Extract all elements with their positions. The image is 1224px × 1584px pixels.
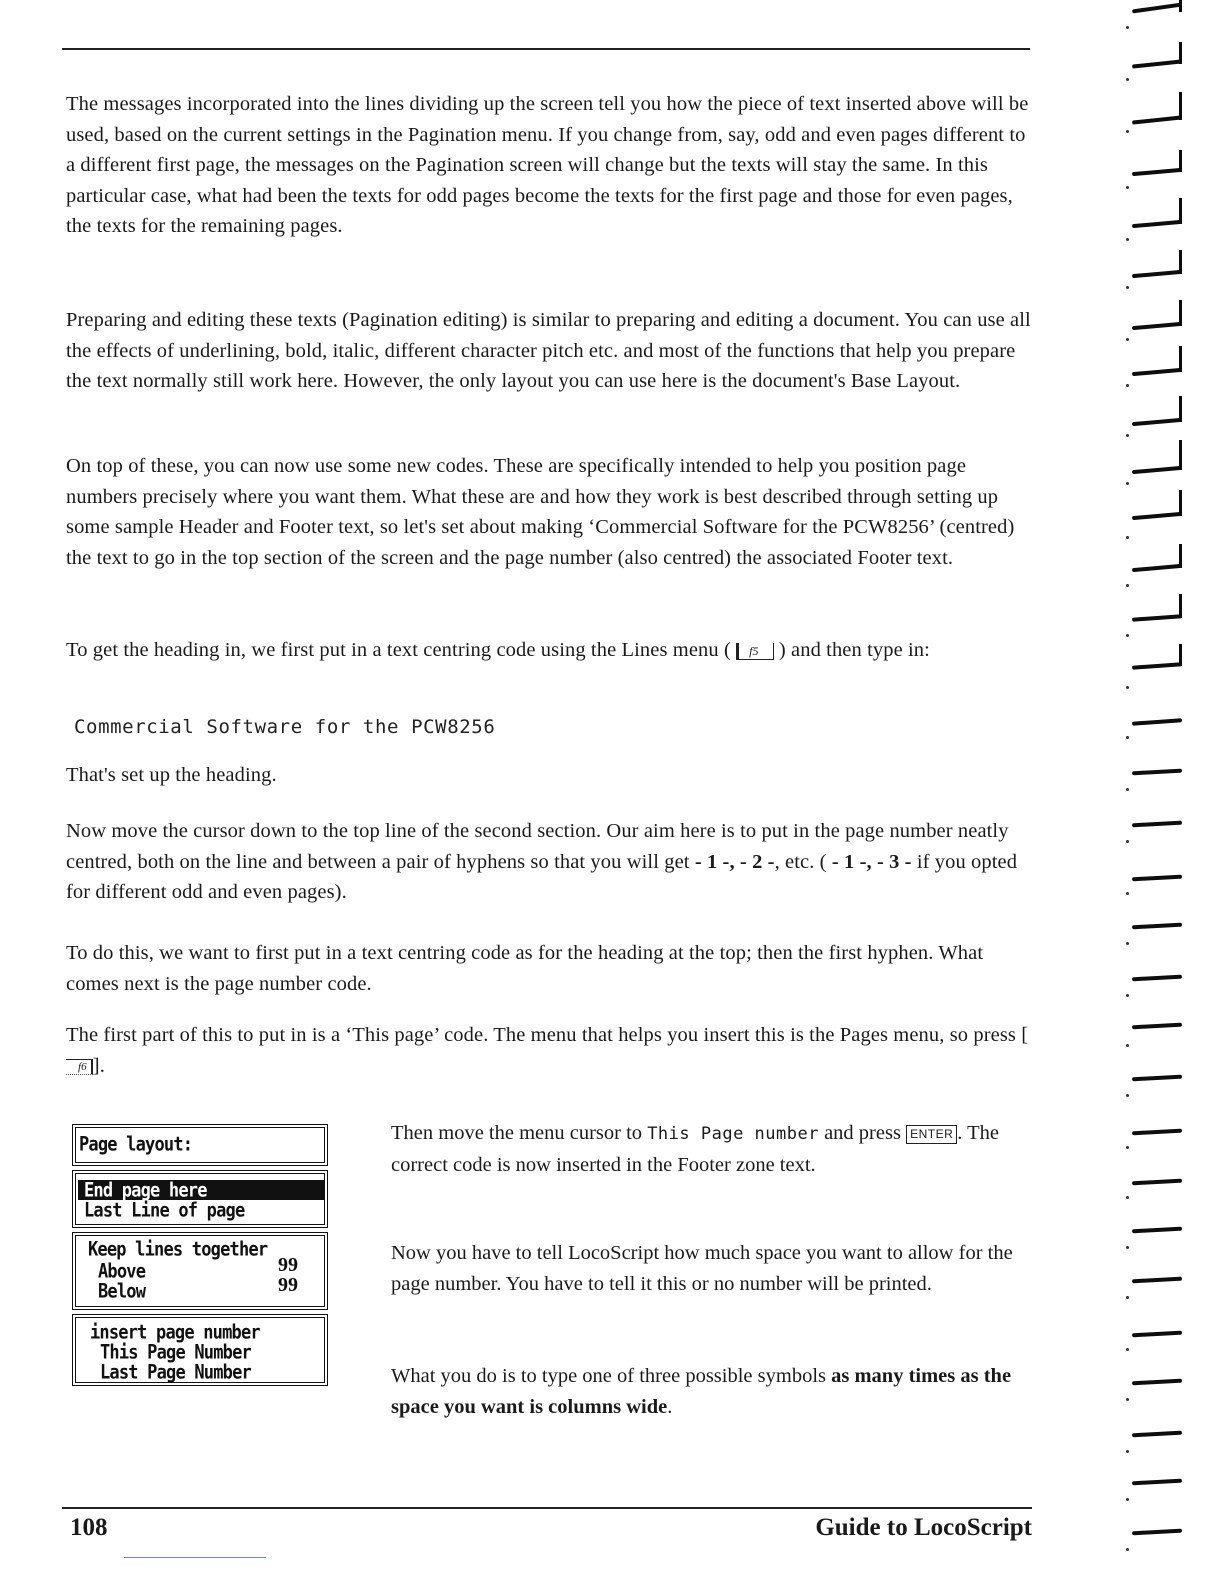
binding-dot <box>1126 1146 1129 1149</box>
paragraph-cursor-text-end: if you opted for different odd and even pages). <box>66 850 1018 903</box>
binding-mark <box>1179 644 1182 666</box>
binding-mark <box>1132 614 1182 621</box>
binding-dot <box>1126 1398 1129 1401</box>
binding-mark <box>1179 92 1182 120</box>
binding-edge <box>1110 0 1224 1584</box>
binding-dot <box>1126 892 1129 895</box>
paragraph-cursor-move <box>66 816 1032 908</box>
binding-mark <box>1132 59 1182 68</box>
menu-heading-keep-lines: Keep lines together <box>88 1238 268 1261</box>
menu-item-end-page-here[interactable]: End page here <box>84 1179 207 1202</box>
paragraph-heading-text-start: To get the heading in, we first put in a text centring code using the Lines menu ( <box>66 639 731 661</box>
book-title: Guide to LocoScript <box>815 1514 1032 1541</box>
paragraph-heading-instructions <box>66 635 1032 666</box>
binding-mark <box>1179 544 1182 568</box>
binding-mark <box>1179 440 1182 470</box>
enter-key: ENTER <box>906 1125 957 1144</box>
binding-mark <box>1132 975 1182 982</box>
example-odd-numbers: - 1 -, - 3 - <box>831 850 912 873</box>
binding-mark <box>1132 1529 1182 1536</box>
binding-mark <box>1132 3 1182 14</box>
paragraph-pages-menu <box>66 1020 1032 1081</box>
binding-mark <box>1132 564 1182 572</box>
scan-artifact-line <box>124 1557 266 1558</box>
binding-mark <box>1132 322 1182 330</box>
binding-mark <box>1179 198 1182 224</box>
binding-mark <box>1132 168 1182 176</box>
binding-dot <box>1126 536 1129 539</box>
menu-item-last-line[interactable]: Last Line of page <box>84 1199 245 1222</box>
binding-mark <box>1179 346 1182 372</box>
binding-dot <box>1126 994 1129 997</box>
binding-mark <box>1179 594 1182 618</box>
binding-dot <box>1126 736 1129 739</box>
binding-mark <box>1132 662 1182 669</box>
menu-title: Page layout: <box>79 1133 193 1156</box>
binding-dot <box>1126 78 1129 81</box>
menu-heading-insert-number: insert page number <box>90 1321 260 1344</box>
binding-dot <box>1126 1450 1129 1453</box>
paragraph-menu-text-end: . The correct code is now inserted in the Footer zone text. <box>391 1122 999 1176</box>
binding-dot <box>1126 942 1129 945</box>
binding-dot <box>1126 186 1129 189</box>
below-value: 99 <box>278 1274 298 1296</box>
binding-mark <box>1132 1075 1182 1082</box>
binding-dot <box>1126 1246 1129 1249</box>
paragraph-heading-done: That's set up the heading. <box>66 764 277 786</box>
binding-dot <box>1126 338 1129 341</box>
binding-mark <box>1132 1129 1182 1136</box>
binding-dot <box>1126 130 1129 133</box>
binding-mark <box>1132 270 1182 278</box>
binding-dot <box>1126 434 1129 437</box>
paragraph-menu-cursor <box>391 1118 1041 1181</box>
paragraph-cursor-text-mid: , etc. ( <box>774 850 827 873</box>
binding-dot <box>1126 1348 1129 1351</box>
binding-mark <box>1132 718 1182 725</box>
binding-mark <box>1179 250 1182 274</box>
binding-mark <box>1132 115 1182 124</box>
this-page-number-label: This Page number <box>647 1124 819 1144</box>
binding-dot <box>1126 286 1129 289</box>
binding-dot <box>1126 1196 1129 1199</box>
binding-mark <box>1132 1023 1182 1030</box>
menu-item-below[interactable]: Below <box>98 1280 146 1303</box>
binding-mark <box>1132 1227 1182 1234</box>
paragraph-symbols-text-end: . <box>667 1396 673 1418</box>
paragraph-heading-text-end: ) and then type in: <box>778 639 930 661</box>
binding-dot <box>1126 238 1129 241</box>
binding-dot <box>1126 840 1129 843</box>
binding-dot <box>1126 686 1129 689</box>
page-number: 108 <box>70 1514 108 1541</box>
binding-mark <box>1132 1379 1182 1386</box>
paragraph-menu-text-start: Then move the menu cursor to <box>391 1122 643 1144</box>
binding-dot <box>1126 1498 1129 1501</box>
code-line-heading: Commercial Software for the PCW8256 <box>74 716 496 738</box>
paragraph-pagination-messages: The messages incorporated into the lines dividing up the screen tell you how the piece of text inserted above will be used, based on the current settings in the Pagination menu. If you change from, say, odd and even pages different to a different first page, the messages on the Pagination screen will change but the texts will stay the same. In this particular case, what had been the texts for odd pages become the texts for the first page and those for even pages, the texts for the remaining pages. <box>66 93 1029 237</box>
binding-mark <box>1132 220 1182 228</box>
menu-item-last-page-number[interactable]: Last Page Number <box>100 1361 251 1384</box>
binding-mark <box>1179 490 1182 516</box>
binding-dot <box>1126 634 1129 637</box>
binding-mark <box>1179 300 1182 326</box>
binding-mark <box>1132 1479 1182 1486</box>
binding-mark <box>1179 0 1182 12</box>
paragraph-cursor-text-start: Now move the cursor down to the top line of the second section. Our aim here is to put in the page number neatly centred, both on the line and between a pair of hyphens so that you will get <box>66 820 1009 873</box>
binding-mark <box>1132 368 1182 376</box>
binding-dot <box>1126 26 1129 29</box>
binding-mark <box>1132 1277 1182 1284</box>
binding-mark <box>1132 821 1182 828</box>
bottom-rule <box>62 1507 1032 1509</box>
binding-dot <box>1126 1094 1129 1097</box>
binding-dot <box>1126 384 1129 387</box>
example-hyphen-numbers: - 1 -, - 2 - <box>694 850 775 873</box>
binding-dot <box>1126 1548 1129 1551</box>
f5-key: f5 <box>736 643 774 660</box>
binding-mark <box>1179 150 1182 172</box>
paragraph-symbols <box>391 1361 1041 1423</box>
menu-item-this-page-number[interactable]: This Page Number <box>100 1341 251 1364</box>
paragraph-space-needed: Now you have to tell LocoScript how much space you want to allow for the page number. You have to tell it this or no number will be printed. <box>391 1242 1013 1295</box>
paragraph-pages-text-end: ]. <box>92 1054 105 1077</box>
paragraph-pages-text-start: The first part of this to put in is a ‘This page’ code. The menu that helps you insert this is the Pages menu, so press [ <box>66 1024 1029 1046</box>
above-value: 99 <box>278 1254 298 1276</box>
paragraph-symbols-text-start: What you do is to type one of three possible symbols <box>391 1365 832 1387</box>
binding-mark <box>1132 1179 1182 1186</box>
binding-mark <box>1179 396 1182 422</box>
binding-mark <box>1132 769 1182 776</box>
binding-mark <box>1132 875 1182 882</box>
binding-mark <box>1132 418 1182 426</box>
top-rule <box>62 48 1030 50</box>
binding-dot <box>1126 584 1129 587</box>
menu-title-panel <box>72 1124 328 1166</box>
f6-key: f6 <box>66 1059 93 1075</box>
binding-mark <box>1132 512 1182 520</box>
binding-dot <box>1126 482 1129 485</box>
paragraph-centring-code: To do this, we want to first put in a text centring code as for the heading at the top; then the first hyphen. What comes next is the page number code. <box>66 942 984 995</box>
binding-mark <box>1132 466 1182 474</box>
binding-mark <box>1132 1331 1182 1338</box>
binding-mark <box>1132 1431 1182 1438</box>
menu-item-above[interactable]: Above <box>98 1260 146 1283</box>
binding-mark <box>1132 923 1182 930</box>
page-layout-menu <box>72 1124 330 1384</box>
binding-dot <box>1126 1044 1129 1047</box>
binding-dot <box>1126 1296 1129 1299</box>
binding-dot <box>1126 788 1129 791</box>
paragraph-editing-texts: Preparing and editing these texts (Pagination editing) is similar to preparing and editing a document. You can use all the effects of underlining, bold, italic, different character pitch etc. and most of the functions that help you prepare the text normally still work here. However, the only layout you can use here is the document's Base Layout. <box>66 309 1031 392</box>
paragraph-symbols-bold: as many times as the space you want is columns wide <box>391 1365 1012 1418</box>
paragraph-menu-text-mid: and press <box>824 1122 901 1144</box>
paragraph-new-codes: On top of these, you can now use some new codes. These are specifically intended to help you position page numbers precisely where you want them. What these are and how they work is best described through setting up some sample Header and Footer text, so let's set about making ‘Commercial Software for the PCW8256’ (centred) the text to go in the top section of the screen and the page number (also centred) the associated Footer text. <box>66 455 1015 569</box>
binding-mark <box>1179 42 1182 64</box>
